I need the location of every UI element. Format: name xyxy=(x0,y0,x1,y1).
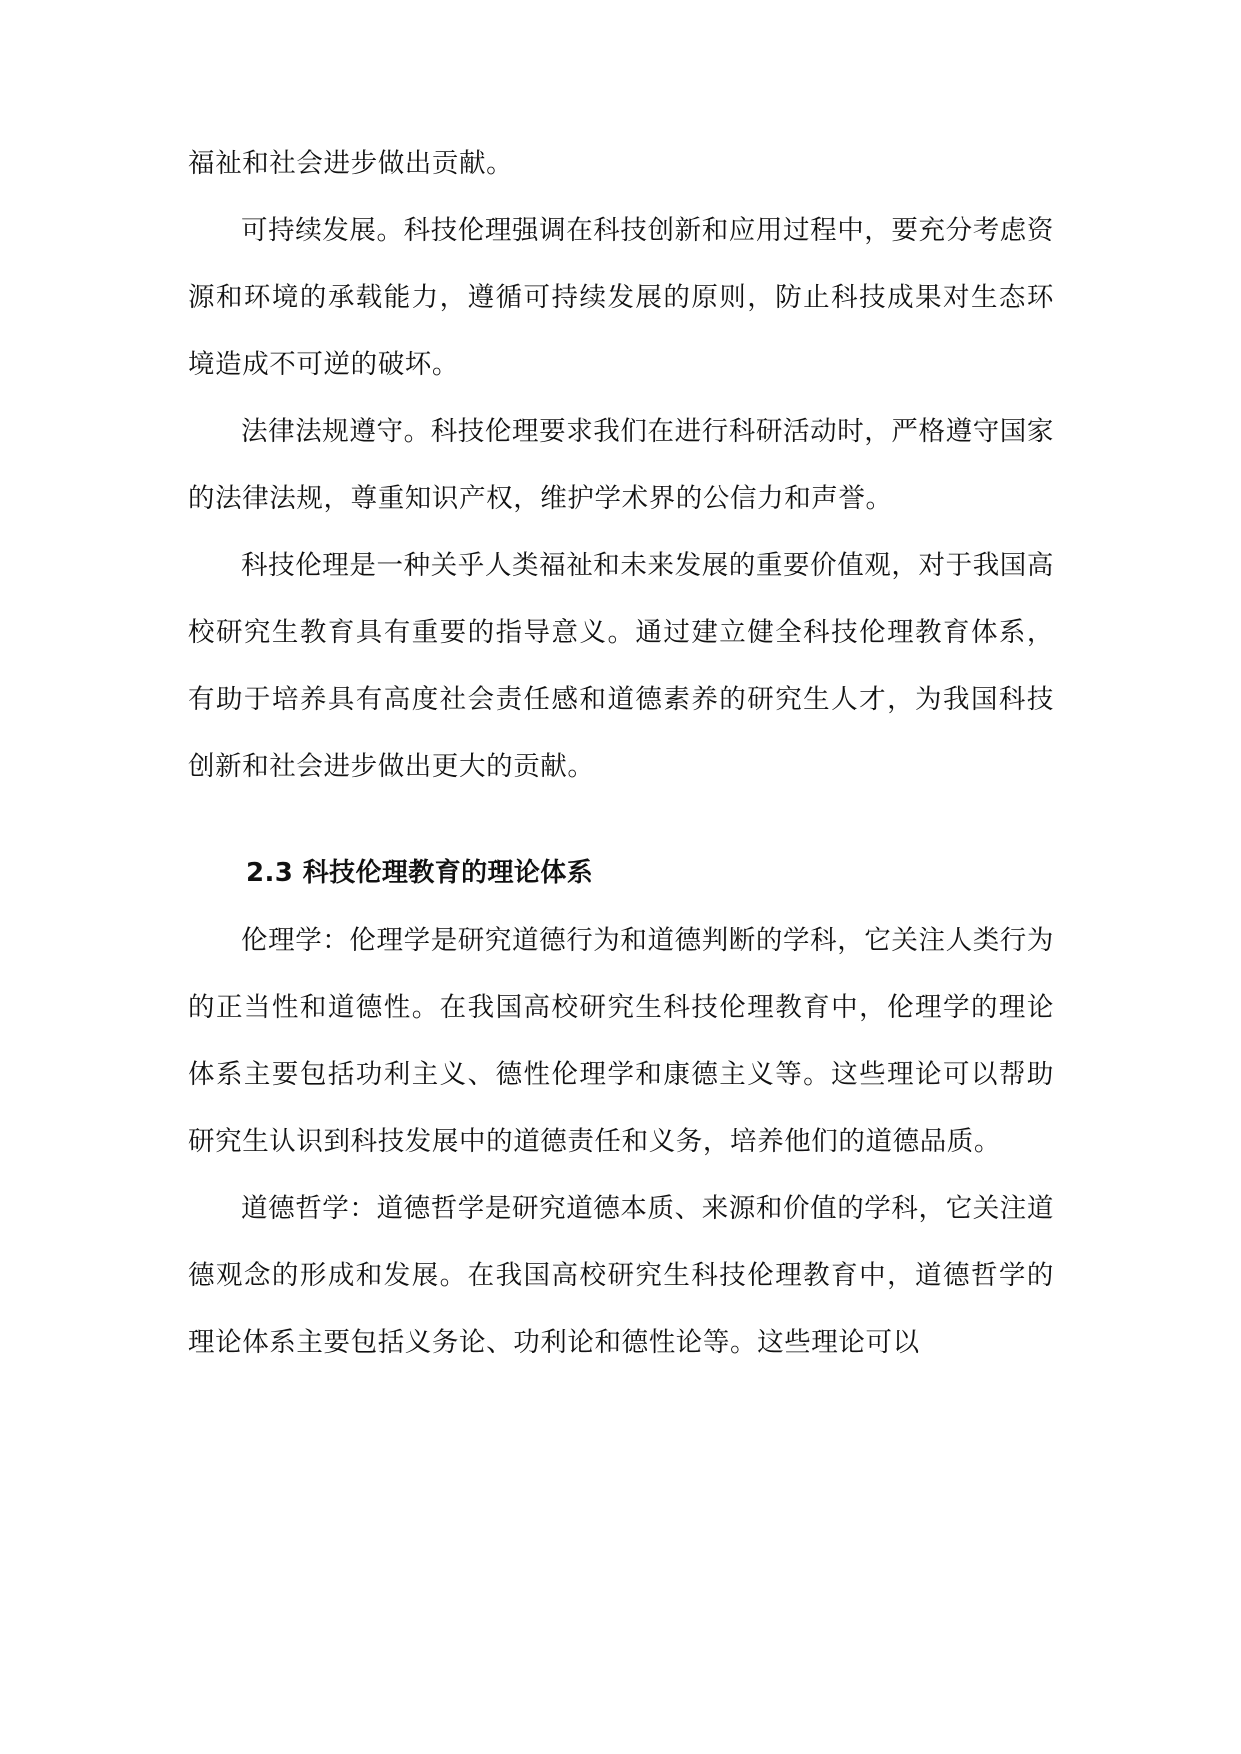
section-heading: 2.3 科技伦理教育的理论体系 xyxy=(246,858,594,888)
paragraph-legal-compliance: 法律法规遵守。科技伦理要求我们在进行科研活动时，严格遵守国家的法律法规，尊重知识产权，维护学术界的公信力和声誉。 xyxy=(188,416,1054,514)
paragraph-ethics-summary: 科技伦理是一种关乎人类福祉和未来发展的重要价值观，对于我国高校研究生教育具有重要的指导意义。通过建立健全科技伦理教育体系，有助于培养具有高度社会责任感和道德素养的研究生人才，为我国科技创新和社会进步做出更大的贡献。 xyxy=(188,550,1054,782)
paragraph-continuation: 福祉和社会进步做出贡献。 xyxy=(188,148,514,179)
document-body xyxy=(188,130,1054,1376)
paragraph-moral-philosophy: 道德哲学：道德哲学是研究道德本质、来源和价值的学科，它关注道德观念的形成和发展。在我国高校研究生科技伦理教育中，道德哲学的理论体系主要包括义务论、功利论和德性论等。这些理论可以 xyxy=(188,1193,1054,1358)
paragraph-sustainable-development: 可持续发展。科技伦理强调在科技创新和应用过程中，要充分考虑资源和环境的承载能力，遵循可持续发展的原则，防止科技成果对生态环境造成不可逆的破坏。 xyxy=(188,215,1054,380)
paragraph-ethics: 伦理学：伦理学是研究道德行为和道德判断的学科，它关注人类行为的正当性和道德性。在我国高校研究生科技伦理教育中，伦理学的理论体系主要包括功利主义、德性伦理学和康德主义等。这些理论可以帮助研究生认识到科技发展中的道德责任和义务，培养他们的道德品质。 xyxy=(188,925,1054,1157)
